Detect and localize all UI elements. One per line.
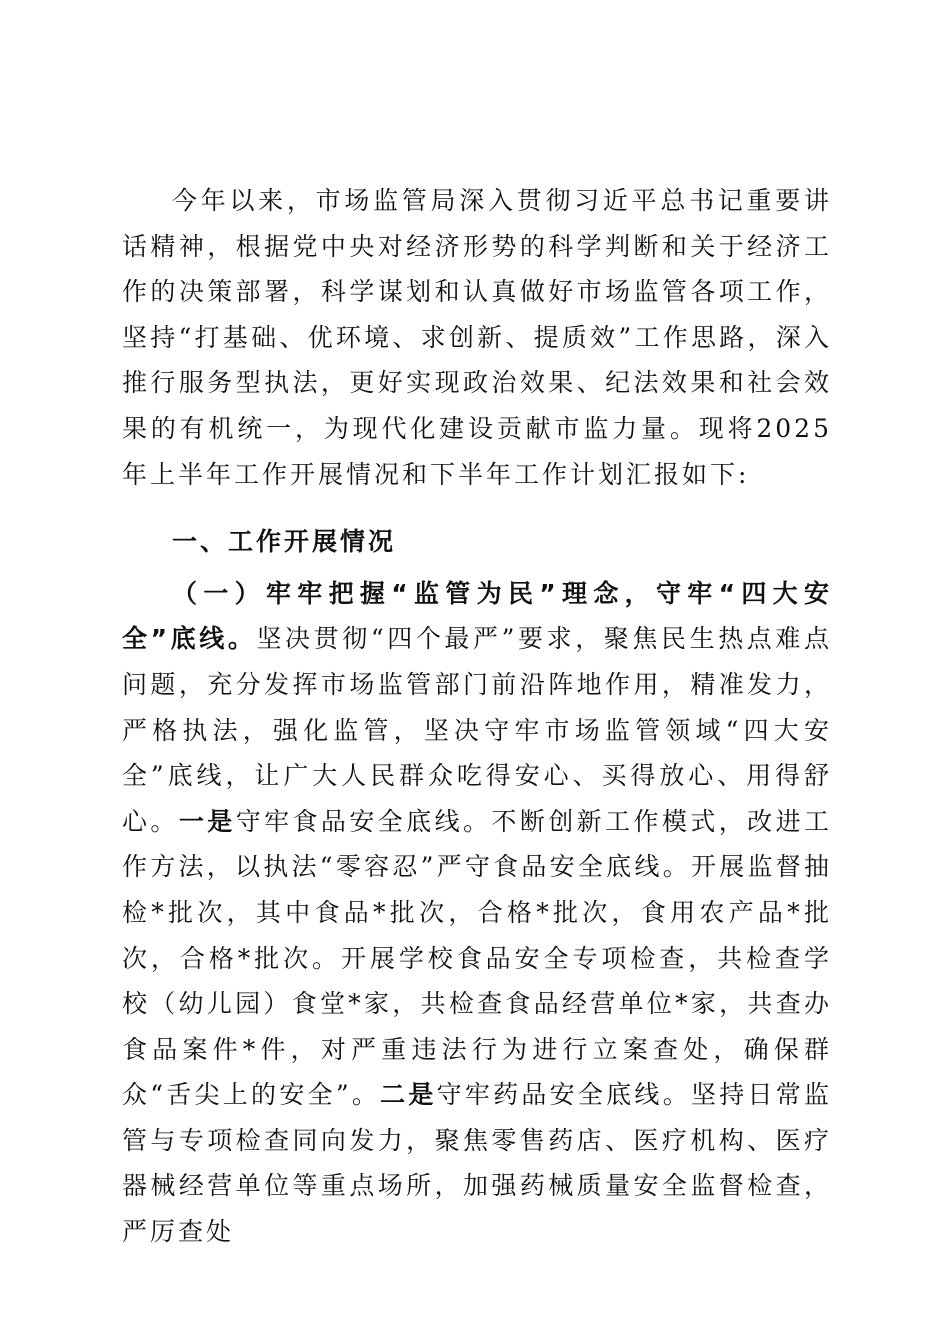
- intro-paragraph: 今年以来，市场监管局深入贯彻习近平总书记重要讲话精神，根据党中央对经济形势的科学判断和关于经济工作的决策部署，科学谋划和认真做好市场监管各项工作，坚持“打基础、优环境、求创新、提质效”工作思路，深入推行服务型执法，更好实现政治效果、纪法效果和社会效果的有机统一，为现代化建设贡献市监力量。现将2025年上半年工作开展情况和下半年工作计划汇报如下:: [122, 186, 832, 489]
- second-point-marker: 二是: [380, 1080, 437, 1110]
- paragraph-text-b: 守牢食品安全底线。不断创新工作模式，改进工作方法，以执法“零容忍”严守食品安全底线。开展监督抽检*批次，其中食品*批次，合格*批次，食用农产品*批次，合格*批次。开展学校食品安全专项检查，共检查学校（幼儿园）食堂*家，共检查食品经营单位*家，共查办食品案件*件，对严重违法行为进行立案查处，确保群众“舌尖上的安全”。: [122, 806, 832, 1110]
- section-paragraph: [122, 571, 832, 1255]
- section-heading: 一、工作开展情况: [172, 527, 397, 557]
- first-point-marker: 一是: [178, 806, 236, 836]
- paragraph-text-a: 坚决贯彻“四个最严”要求，聚焦民生热点难点问题，充分发挥市场监管部门前沿阵地作用，精准发力，严格执法，强化监管，坚决守牢市场监管领域“四大安全”底线，让广大人民群众吃得安心、买得放心、用得舒心。: [122, 624, 832, 836]
- paragraph-text-c: 守牢药品安全底线。坚持日常监管与专项检查同向发力，聚焦零售药店、医疗机构、医疗器械经营单位等重点场所，加强药械质量安全监督检查，严厉查处: [122, 1080, 832, 1247]
- subsection-heading: （一）牢牢把握“监管为民”理念，守牢“四大安全”底线。: [122, 578, 832, 654]
- document-body: [122, 178, 832, 1255]
